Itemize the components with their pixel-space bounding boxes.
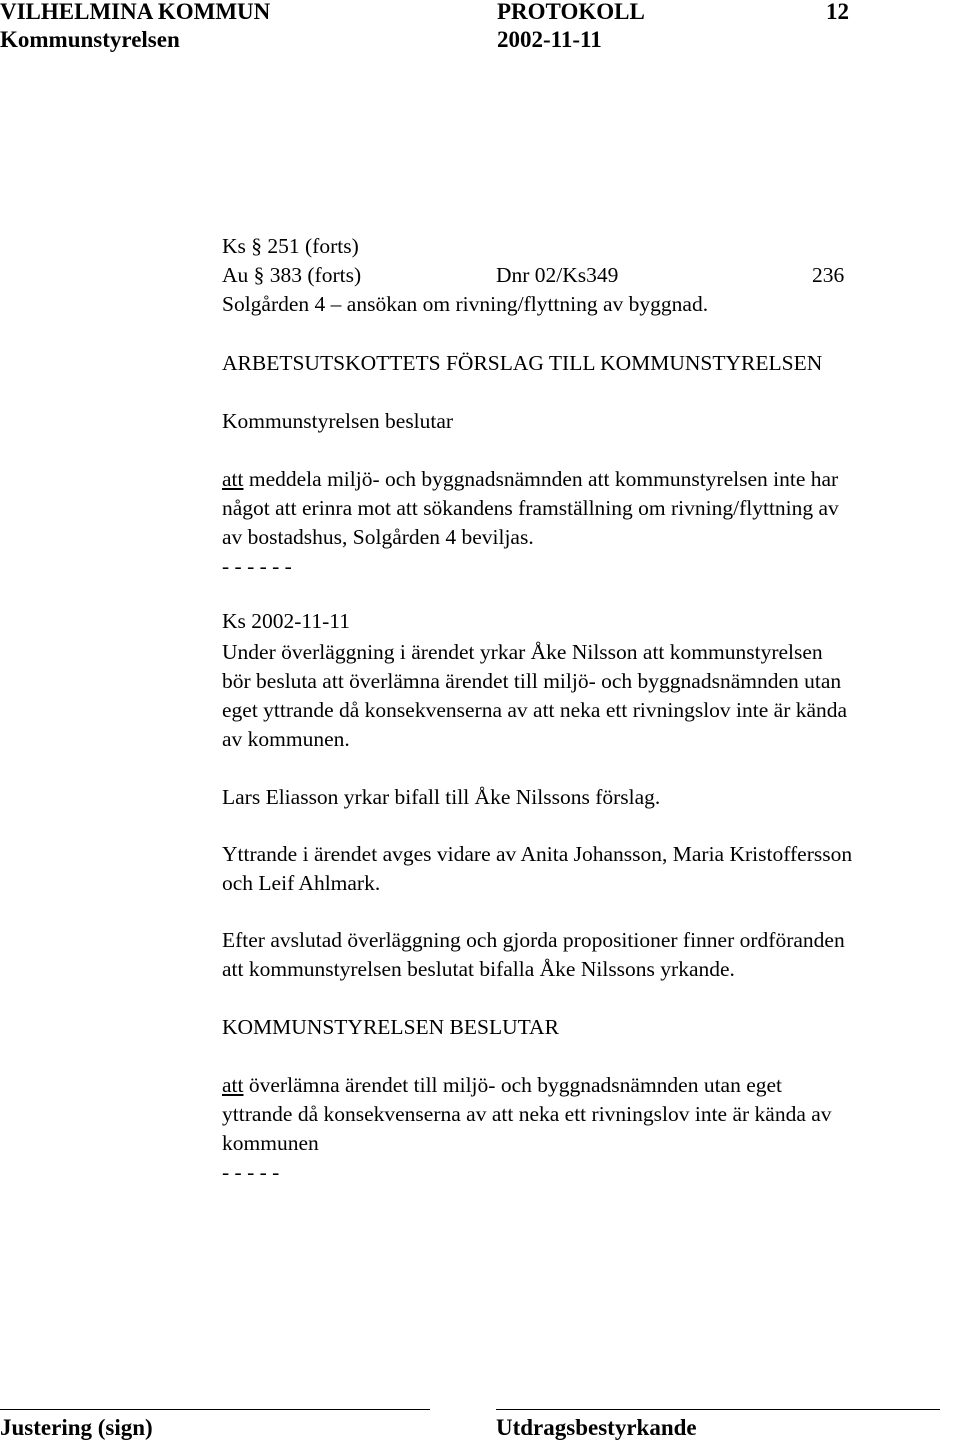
proposal-decides: Kommunstyrelsen beslutar (222, 409, 454, 433)
header-org: VILHELMINA KOMMUN (0, 0, 271, 24)
ks-para-1-line: eget yttrande då konsekvenserna av att neka ett rivningslov inte är kända (222, 698, 848, 722)
proposal-line-2: något att erinra mot att sökandens framställning om rivning/flyttning av (222, 496, 839, 520)
signature-rule-right (496, 1409, 940, 1410)
decision-line-1-rest: överlämna ärendet till miljö- och byggnadsnämnden utan eget (243, 1073, 783, 1097)
ks-para-3-line: Yttrande i ärendet avges vidare av Anita Johansson, Maria Kristoffersson (222, 842, 853, 866)
footer-utdragsbestyrkande: Utdragsbestyrkande (496, 1415, 697, 1440)
ks-para-4-line: att kommunstyrelsen beslutat bifalla Åke Nilssons yrkande. (222, 957, 735, 981)
ks-para-3 (222, 840, 852, 898)
decision-separator: - - - - - (222, 1160, 280, 1184)
proposal-att: att (222, 467, 244, 491)
ks-para-4 (222, 926, 845, 984)
decision-heading: KOMMUNSTYRELSEN BESLUTAR (222, 1015, 559, 1039)
header-doc-type: PROTOKOLL (497, 0, 645, 24)
footer-justering: Justering (sign) (0, 1415, 153, 1440)
signature-rule-left (0, 1409, 430, 1410)
proposal-line-1-rest: meddela miljö- och byggnadsnämnden att kommunstyrelsen inte har (243, 467, 839, 491)
ks-para-1 (222, 638, 847, 754)
ks-para-3-line: och Leif Ahlmark. (222, 871, 381, 895)
decision-text (222, 1071, 832, 1187)
header-body: Kommunstyrelsen (0, 27, 180, 52)
case-au-ref: Au § 383 (forts) (222, 263, 362, 287)
decision-att: att (222, 1073, 244, 1097)
case-number: 236 (812, 263, 845, 287)
proposal-line-1 (222, 465, 839, 494)
proposal-text (222, 465, 839, 581)
proposal-separator: - - - - - - (222, 554, 292, 578)
case-dnr: Dnr 02/Ks349 (496, 263, 619, 287)
ks-para-4-line: Efter avslutad överläggning och gjorda propositioner finner ordföranden (222, 928, 845, 952)
ks-date-line: Ks 2002-11-11 (222, 609, 350, 633)
proposal-line-3: av bostadshus, Solgården 4 beviljas. (222, 525, 534, 549)
case-ks-ref: Ks § 251 (forts) (222, 234, 359, 258)
header-page-number: 12 (826, 0, 849, 24)
header-date: 2002-11-11 (497, 27, 602, 52)
ks-para-1-line: bör besluta att överlämna ärendet till miljö- och byggnadsnämnden utan (222, 669, 842, 693)
proposal-heading: ARBETSUTSKOTTETS FÖRSLAG TILL KOMMUNSTYRELSEN (222, 351, 823, 375)
case-subject: Solgården 4 – ansökan om rivning/flyttning av byggnad. (222, 292, 709, 316)
ks-para-1-line: Under överläggning i ärendet yrkar Åke Nilsson att kommunstyrelsen (222, 640, 823, 664)
ks-para-2: Lars Eliasson yrkar bifall till Åke Nilssons förslag. (222, 785, 661, 809)
decision-line-2: yttrande då konsekvenserna av att neka ett rivningslov inte är kända av (222, 1102, 832, 1126)
decision-line-1 (222, 1071, 832, 1100)
decision-line-3: kommunen (222, 1131, 319, 1155)
ks-para-1-line: av kommunen. (222, 727, 350, 751)
